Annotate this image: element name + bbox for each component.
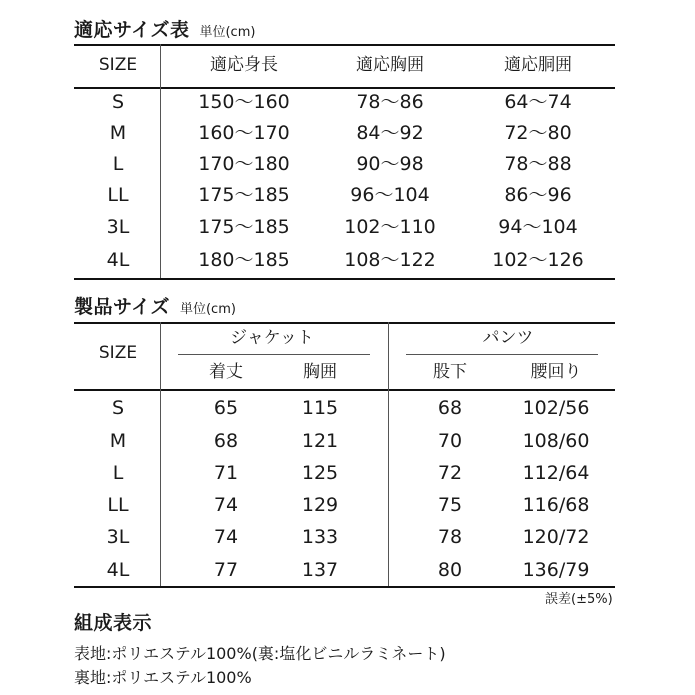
product-table-title-text: 製品サイズ — [74, 296, 170, 318]
product-header-length: 着丈 — [209, 362, 243, 382]
fit-cell-height: 160〜170 — [198, 122, 290, 144]
fit-cell-height: 175〜185 — [198, 216, 290, 238]
product-cell-length: 68 — [213, 430, 239, 452]
composition-title: 組成表示 — [74, 612, 153, 634]
product-table-bottom-rule — [74, 586, 615, 588]
fit-cell-size: 4L — [106, 249, 130, 271]
product-cell-waist: 116/68 — [522, 494, 590, 516]
product-cell-inseam: 70 — [437, 430, 463, 452]
tolerance-note: 誤差(±5%) — [545, 592, 613, 607]
product-cell-length: 74 — [213, 526, 239, 548]
jacket-group-header: ジャケット — [230, 328, 314, 348]
product-header-inseam: 股下 — [433, 362, 467, 382]
fit-cell-height: 180〜185 — [198, 249, 290, 271]
fit-cell-waist: 102〜126 — [492, 249, 584, 271]
pants-group-underline — [406, 354, 598, 355]
fit-cell-waist: 86〜96 — [504, 184, 572, 206]
jacket-group-underline — [178, 354, 370, 355]
product-cell-length: 65 — [213, 397, 239, 419]
fit-cell-waist: 94〜104 — [498, 216, 578, 238]
fit-table-title — [74, 15, 255, 42]
fit-cell-height: 150〜160 — [198, 91, 290, 113]
fit-header-waist: 適応胴囲 — [504, 55, 572, 75]
product-cell-size: LL — [107, 494, 129, 516]
fit-table-title-text: 適応サイズ表 — [74, 19, 190, 41]
fit-header-height: 適応身長 — [210, 55, 278, 75]
fit-table-unit: 単位(cm) — [199, 25, 256, 40]
fit-cell-size: M — [109, 122, 127, 144]
composition-line-lining: 裏地:ポリエステル100% — [74, 668, 252, 687]
fit-cell-chest: 96〜104 — [350, 184, 430, 206]
product-cell-chest: 133 — [301, 526, 339, 548]
product-cell-inseam: 72 — [437, 462, 463, 484]
fit-cell-waist: 72〜80 — [504, 122, 572, 144]
composition-line-outer: 表地:ポリエステル100%(裏:塩化ビニルラミネート) — [74, 644, 446, 663]
product-cell-size: M — [109, 430, 127, 452]
fit-cell-waist: 78〜88 — [504, 153, 572, 175]
product-cell-waist: 102/56 — [522, 397, 590, 419]
fit-table-bottom-rule — [74, 278, 615, 280]
product-cell-size: 3L — [106, 526, 130, 548]
product-cell-length: 74 — [213, 494, 239, 516]
product-cell-waist: 112/64 — [522, 462, 590, 484]
fit-cell-height: 170〜180 — [198, 153, 290, 175]
product-table-unit: 単位(cm) — [179, 302, 236, 317]
product-cell-chest: 137 — [301, 559, 339, 581]
product-table-top-rule — [74, 322, 615, 324]
fit-cell-chest: 90〜98 — [356, 153, 424, 175]
product-cell-inseam: 75 — [437, 494, 463, 516]
product-cell-length: 77 — [213, 559, 239, 581]
fit-cell-size: L — [112, 153, 124, 175]
fit-cell-chest: 84〜92 — [356, 122, 424, 144]
pants-group-header: パンツ — [482, 328, 534, 348]
fit-cell-chest: 78〜86 — [356, 91, 424, 113]
product-cell-waist: 136/79 — [522, 559, 590, 581]
product-size-header: SIZE — [98, 343, 138, 363]
fit-cell-chest: 108〜122 — [344, 249, 436, 271]
product-cell-size: L — [112, 462, 124, 484]
fit-table-header-rule — [74, 87, 615, 89]
fit-header-chest: 適応胸囲 — [356, 55, 424, 75]
product-cell-waist: 120/72 — [522, 526, 590, 548]
fit-header-size: SIZE — [98, 55, 138, 75]
fit-cell-waist: 64〜74 — [504, 91, 572, 113]
product-cell-waist: 108/60 — [522, 430, 590, 452]
product-cell-inseam: 68 — [437, 397, 463, 419]
product-cell-chest: 115 — [301, 397, 339, 419]
fit-cell-size: S — [111, 91, 125, 113]
fit-table-top-rule — [74, 44, 615, 46]
product-cell-inseam: 78 — [437, 526, 463, 548]
fit-cell-height: 175〜185 — [198, 184, 290, 206]
product-header-chest: 胸囲 — [303, 362, 337, 382]
product-cell-size: S — [111, 397, 125, 419]
fit-cell-size: LL — [107, 184, 129, 206]
product-cell-size: 4L — [106, 559, 130, 581]
product-table-header-rule — [74, 389, 615, 391]
fit-cell-chest: 102〜110 — [344, 216, 436, 238]
product-cell-inseam: 80 — [437, 559, 463, 581]
product-cell-chest: 129 — [301, 494, 339, 516]
product-header-waist: 腰回り — [530, 362, 582, 382]
product-cell-length: 71 — [213, 462, 239, 484]
product-cell-chest: 121 — [301, 430, 339, 452]
product-table-title — [74, 292, 236, 319]
product-cell-chest: 125 — [301, 462, 339, 484]
fit-cell-size: 3L — [106, 216, 130, 238]
